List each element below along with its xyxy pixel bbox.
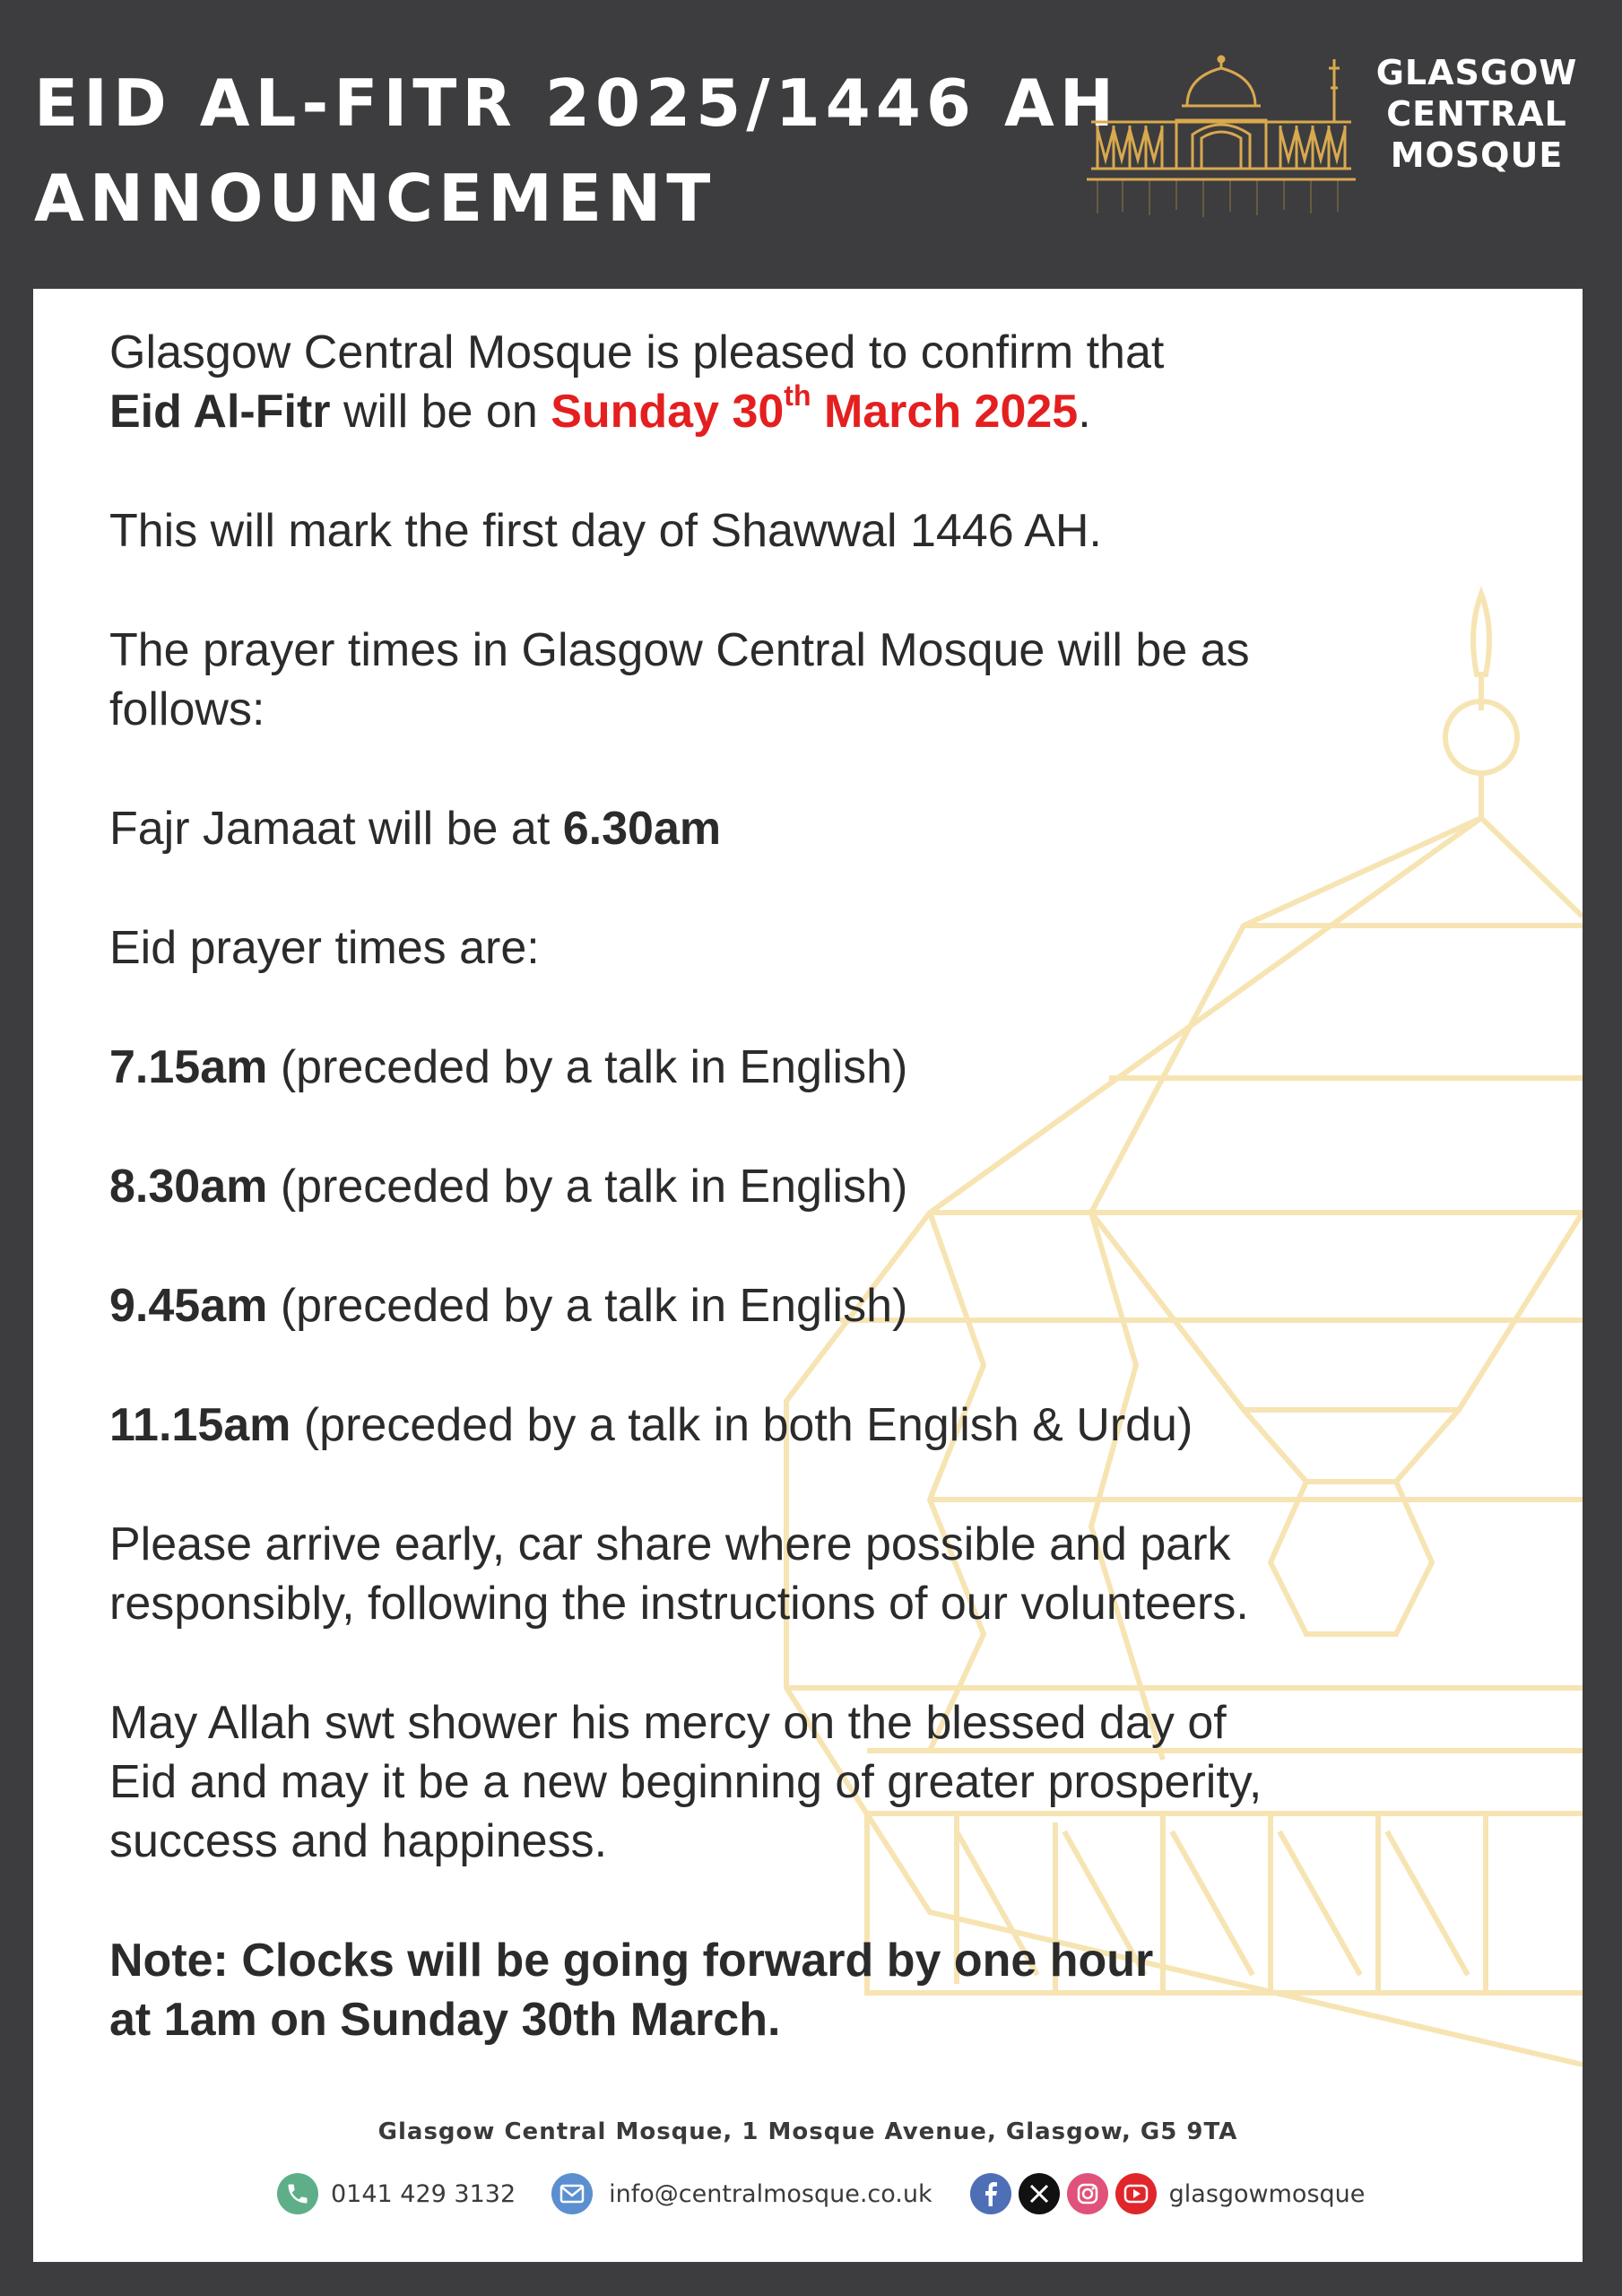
- fajr-time: 6.30am: [562, 803, 722, 855]
- announcement-body: [109, 323, 1508, 2109]
- email-link[interactable]: info@centralmosque.co.uk: [609, 2179, 932, 2208]
- instagram-icon[interactable]: [1067, 2173, 1108, 2214]
- page-title: [34, 56, 1119, 246]
- eid-date: Sunday 30th March 2025: [551, 378, 1079, 438]
- title-line-1: EID AL-FITR 2025/1446 AH: [34, 65, 1120, 141]
- social-handle[interactable]: glasgowmosque: [1168, 2179, 1366, 2208]
- eid-prayer-intro: Eid prayer times are:: [109, 922, 540, 974]
- x-icon[interactable]: [1019, 2173, 1060, 2214]
- prayer-time-row: 7.15am (preceded by a talk in English): [109, 1041, 908, 1093]
- prayer-time-row: 9.45am (preceded by a talk in English): [109, 1280, 908, 1332]
- dua-paragraph: May Allah swt shower his mercy on the blessed day of Eid and may it be a new beginning of greater prosperity, success and happiness.: [109, 1697, 1262, 1867]
- clock-note: Note: Clocks will be going forward by one hour at 1am on Sunday 30th March.: [109, 1935, 1154, 2046]
- footer-address: Glasgow Central Mosque, 1 Mosque Avenue, Glasgow, G5 9TA: [377, 2118, 1238, 2145]
- facebook-icon[interactable]: [970, 2173, 1011, 2214]
- youtube-icon[interactable]: [1115, 2173, 1157, 2214]
- logo-text: GLASGOW CENTRAL MOSQUE: [1375, 53, 1578, 175]
- fajr-line: Fajr Jamaat will be at 6.30am: [109, 803, 722, 855]
- eid-name: Eid Al-Fitr: [109, 386, 331, 438]
- arrival-paragraph: Please arrive early, car share where possible and park responsibly, following the instructions of our volunteers.: [109, 1518, 1249, 1630]
- announcement-card: [33, 289, 1583, 2262]
- confirmation-paragraph: Glasgow Central Mosque is pleased to confirm that Eid Al-Fitr will be on Sunday 30th March 2025.: [109, 326, 1165, 438]
- mosque-outline-icon: [1087, 52, 1356, 222]
- phone-number[interactable]: 0141 429 3132: [331, 2179, 516, 2208]
- title-line-2: ANNOUNCEMENT: [34, 161, 716, 236]
- mosque-logo: [1087, 52, 1589, 222]
- phone-icon: [277, 2173, 318, 2214]
- prayer-times-intro: The prayer times in Glasgow Central Mosque will be as follows:: [109, 624, 1250, 735]
- prayer-time-row: 8.30am (preceded by a talk in English): [109, 1161, 908, 1213]
- email-icon: [551, 2173, 593, 2214]
- contact-row: [277, 2170, 1365, 2217]
- prayer-time-row: 11.15am (preceded by a talk in both English & Urdu): [109, 1399, 1193, 1451]
- shawwal-paragraph: This will mark the first day of Shawwal 1446 AH.: [109, 505, 1102, 557]
